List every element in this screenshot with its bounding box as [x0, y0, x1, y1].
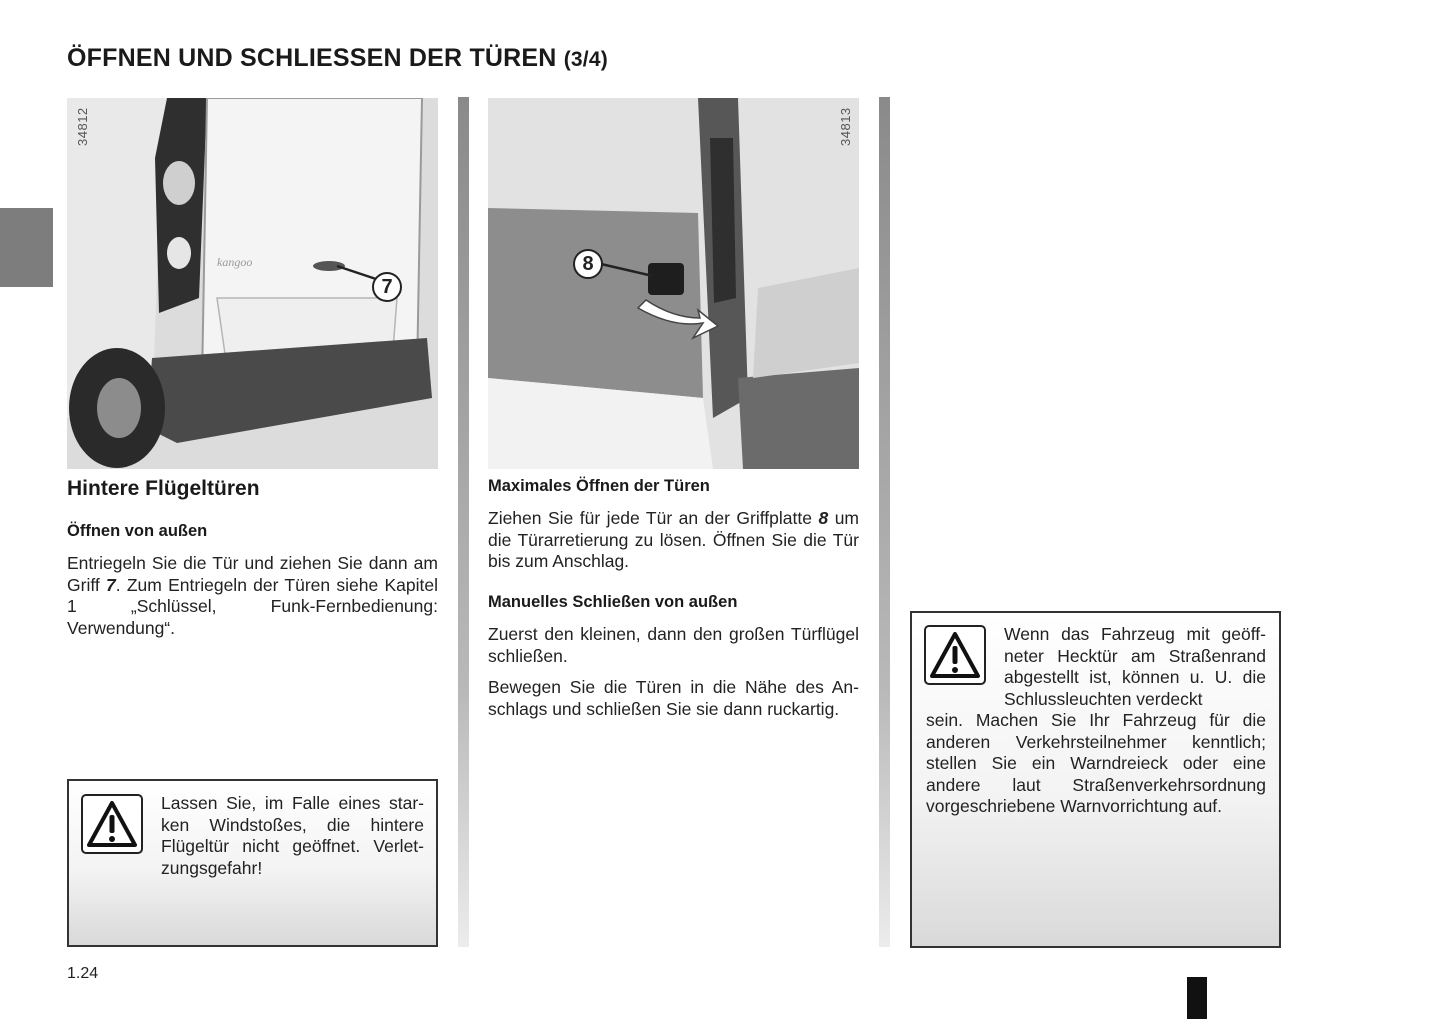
warning-box-tail-lights	[910, 611, 1281, 948]
column-separator-1	[458, 97, 469, 947]
page-title	[67, 44, 608, 73]
grip-plate-ref: 8	[818, 508, 829, 528]
paragraph-open-outside-text-1: Entriegeln Sie die Tür und ziehen Sie dann am Griff	[67, 553, 438, 595]
subheading-open-outside: Öffnen von außen	[67, 522, 208, 540]
chapter-thumb-tab	[0, 208, 53, 287]
page-title-suffix: (3/4)	[563, 48, 608, 71]
page-title-text: ÖFFNEN UND SCHLIESSEN DER TÜREN	[67, 44, 557, 72]
callout-8: 8	[573, 249, 603, 279]
warning-text-wind: Lassen Sie, im Falle eines starken Windstoßes, die hintere Flügeltür nicht geöffnet. Verletzungsgefahr!	[161, 793, 424, 878]
door-interior-photo	[488, 98, 859, 469]
warning-text-tail-lights-part1: Wenn das Fahrzeug mit geöffneter Hecktür am Straßenrand abgestellt ist, können u. U. die Schlussleuchten verdeckt	[1004, 624, 1266, 709]
page-edge-marker	[1187, 977, 1207, 1019]
handle-ref: 7	[106, 574, 116, 595]
paragraph-close-order: Zuerst den kleinen, dann den großen Türflügel schließen.	[488, 624, 859, 666]
figure-ref-34812: 34812	[75, 107, 90, 146]
paragraph-max-opening-text-2: um die Türarretierung zu lösen. Öffnen Sie die Tür bis zum Anschlag.	[488, 508, 859, 571]
page-number: 1.24	[67, 965, 99, 982]
paragraph-close-action: Bewegen Sie die Türen in die Nähe des Anschlags und schließen Sie sie dann ruckartig.	[488, 677, 859, 719]
warning-triangle-icon	[81, 794, 143, 854]
warning-box-wind	[67, 779, 438, 947]
column-separator-2	[879, 97, 890, 947]
paragraph-max-opening	[488, 508, 859, 573]
paragraph-open-outside-text-2: . Zum Entriegeln der Türen siehe Kapitel 1 „Schlüssel, Funk-Fernbedienung: Verwendung“.	[67, 574, 438, 638]
figure-ref-34813: 34813	[838, 107, 853, 146]
paragraph-max-opening-text-1: Ziehen Sie für jede Tür an der Griffplatte	[488, 508, 812, 528]
callout-7: 7	[372, 272, 402, 302]
warning-triangle-icon	[924, 625, 986, 685]
brand-logo-text: kangoo	[217, 255, 253, 269]
heading-max-opening: Maximales Öffnen der Türen	[488, 477, 710, 495]
paragraph-open-outside	[67, 553, 438, 639]
section-heading-rear-doors: Hintere Flügeltüren	[67, 477, 260, 500]
heading-manual-closing: Manuelles Schließen von außen	[488, 593, 738, 611]
warning-text-tail-lights-part2: sein. Machen Sie Ihr Fahrzeug für die anderen Verkehrsteilnehmer kenntlich; stellen Sie ein Warndreieck oder eine andere laut Straßenverkehrsordnung vorgeschriebene Warnvorrichtung auf.	[926, 710, 1266, 816]
